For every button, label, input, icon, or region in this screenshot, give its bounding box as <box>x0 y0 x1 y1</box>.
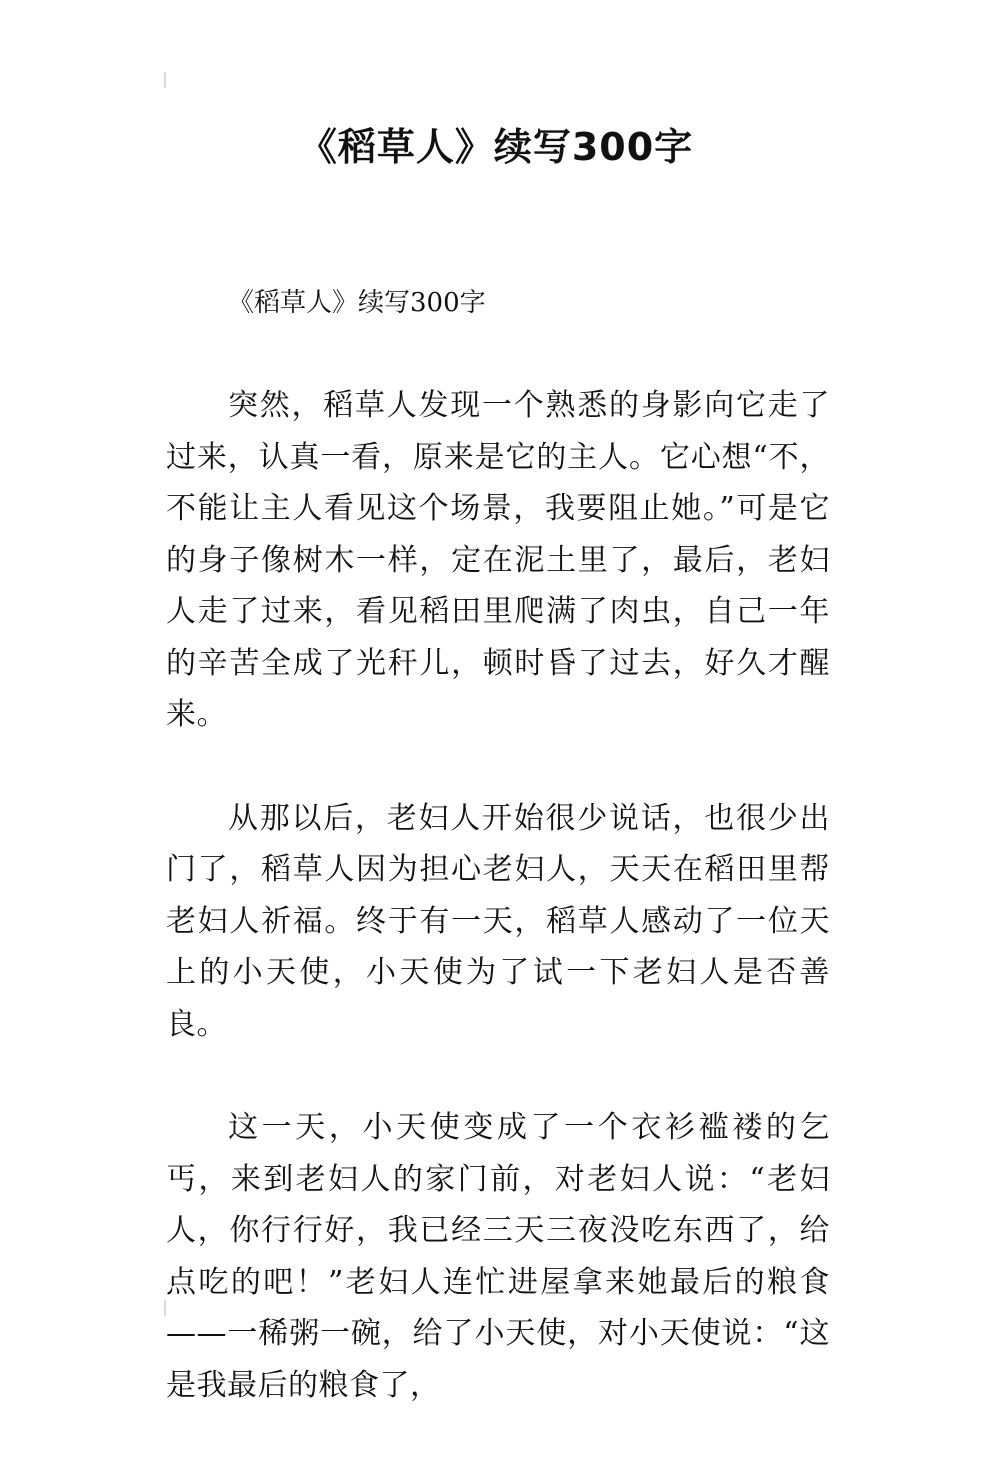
page-edge-mark-bottom <box>164 1300 166 1316</box>
document-subtitle: 《稻草人》续写300字 <box>228 288 486 318</box>
paragraph-1: 突然，稻草人发现一个熟悉的身影向它走了过来，认真一看，原来是它的主人。它心想“不，不能让主人看见这个场景，我要阻止她。”可是它的身子像树木一样，定在泥土里了，最后，老妇人走了过来，看见稻田里爬满了肉虫，自己一年的辛苦全成了光秆儿，顿时昏了过去，好久才醒来。 <box>166 388 830 732</box>
paragraph-2: 从那以后，老妇人开始很少说话，也很少出门了，稻草人因为担心老妇人，天天在稻田里帮老妇人祈福。终于有一天，稻草人感动了一位天上的小天使，小天使为了试一下老妇人是否善良。 <box>166 800 830 1042</box>
document-body <box>166 278 830 1463</box>
page-edge-mark-top <box>164 72 166 88</box>
document-title: 《稻草人》续写300字 <box>298 125 694 169</box>
paragraph-3: 这一天，小天使变成了一个衣衫褴褛的乞丐，来到老妇人的家门前，对老妇人说：“老妇人，你行行好，我已经三天三夜没吃东西了，给点吃的吧！”老妇人连忙进屋拿来她最后的粮食——一稀粥一碗，给了小天使，对小天使说：“这是我最后的粮食了， <box>166 1110 830 1403</box>
